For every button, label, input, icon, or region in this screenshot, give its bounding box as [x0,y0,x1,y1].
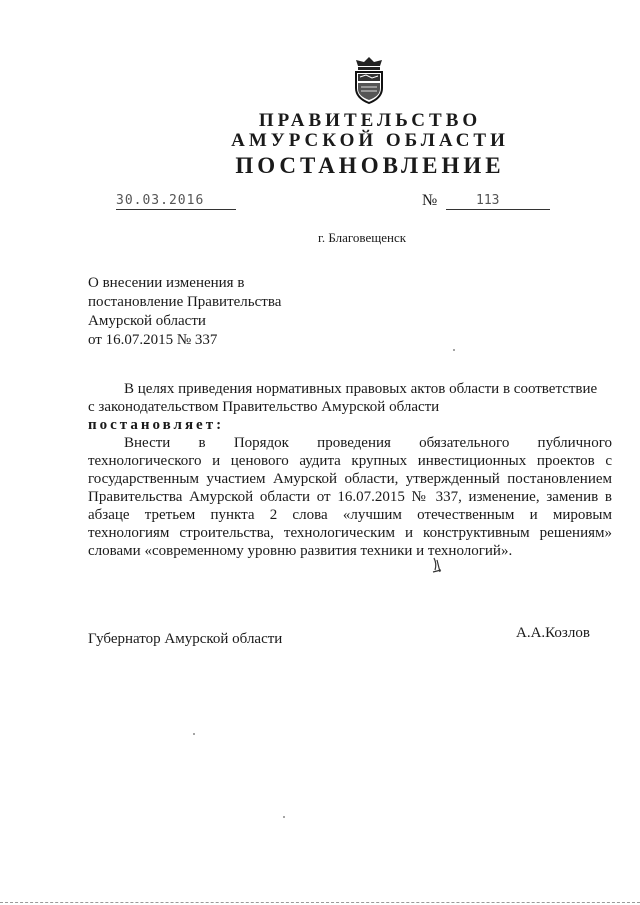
body-line: Внести в Порядок проведения обязательного публичного [124,435,612,451]
preamble [88,380,612,416]
org-name-line2: АМУРСКОЙ ОБЛАСТИ [231,130,509,151]
resolves-heading: постановляет: [88,417,225,433]
preamble-line: с законодательством Правительство Амурской области [88,399,440,415]
subject-line: О внесении изменения в [88,275,245,291]
signatory-name: А.А.Козлов [516,625,590,641]
number-label: № [422,192,438,209]
handwritten-initial-mark [431,556,443,578]
signatory-title: Губернатор Амурской области [88,631,283,647]
body-line: словами «современному уровню развития техники и технологий». [88,543,513,559]
document-subject [88,274,328,350]
org-name-line1: ПРАВИТЕЛЬСТВО [258,110,482,131]
scan-speck [453,349,455,351]
scan-speck [193,733,195,735]
body-line: абзаце третьем пункта 2 слова «лучшим отечественным и мировым [88,507,612,523]
scan-speck [283,816,285,818]
body-line: государственным участием Амурской области, утвержденный постановлением [88,471,612,487]
scan-edge-divider [0,902,640,903]
city-name: г. Благовещенск [318,230,407,245]
document-number: 113 [446,193,550,210]
document-date: 30.03.2016 [116,193,236,210]
body-line: Правительства Амурской области от 16.07.2015 № 337, изменение, заменив в [88,489,612,505]
subject-line: постановление Правительства [88,294,282,310]
body-paragraph [88,434,612,560]
subject-line: от 16.07.2015 № 337 [88,332,218,348]
document-type-title: ПОСТАНОВЛЕНИЕ [235,153,505,178]
body-line: технологического и ценового аудита крупных инвестиционных проектов с [88,453,612,469]
subject-line: Амурской области [88,313,206,329]
preamble-line: В целях приведения нормативных правовых актов области в соответствие [124,381,598,397]
body-line: технологиям строительства, технологическим и конструктивным решениям» [88,525,612,541]
coat-of-arms-icon [344,54,394,106]
